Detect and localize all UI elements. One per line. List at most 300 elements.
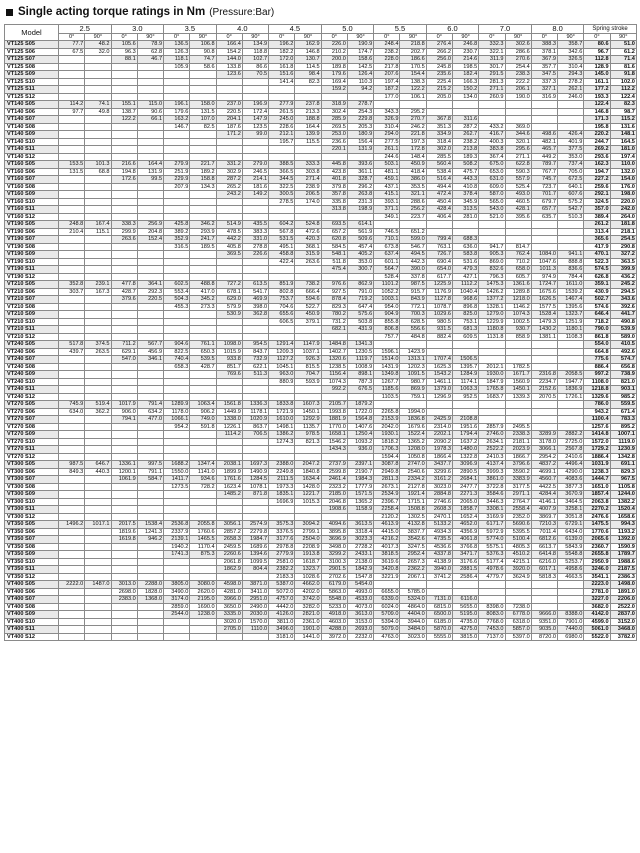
torque-value-cell — [164, 438, 190, 446]
torque-value-cell — [190, 633, 216, 641]
model-cell: VT160 S08 — [5, 183, 59, 191]
torque-value-cell: 2108.8 — [452, 416, 478, 424]
torque-value-cell — [85, 573, 111, 581]
torque-value-cell: 182.4 — [452, 71, 478, 79]
torque-value-cell: 622.8 — [505, 161, 531, 169]
torque-value-cell: 2232.0 — [347, 633, 373, 641]
model-cell: VT210 S09 — [5, 311, 59, 319]
torque-value-cell — [295, 266, 321, 274]
torque-value-cell: 102.7 — [242, 56, 268, 64]
torque-value-cell — [164, 371, 190, 379]
torque-value-cell: 2012.1 — [479, 363, 505, 371]
spring-value-cell: 1244.0 — [610, 491, 636, 499]
torque-value-cell: 2657.3 — [400, 558, 426, 566]
spring-value-cell: 1572.0 — [584, 438, 610, 446]
torque-value-cell — [164, 513, 190, 521]
torque-value-cell: 294.3 — [558, 71, 584, 79]
torque-value-cell: 302.6 — [505, 41, 531, 49]
torque-value-cell: 194.8 — [111, 168, 137, 176]
torque-value-cell: 1066.1 — [164, 416, 190, 424]
spring-value-cell: 399.9 — [610, 266, 636, 274]
torque-value-cell: 4404.0 — [400, 611, 426, 619]
torque-value-cell: 3818.5 — [374, 551, 400, 559]
torque-value-cell — [85, 363, 111, 371]
torque-value-cell: 7210.3 — [531, 521, 557, 529]
torque-value-cell: 1101.2 — [374, 281, 400, 289]
torque-value-cell — [137, 333, 163, 341]
torque-value-cell: 1984.7 — [242, 536, 268, 544]
torque-value-cell — [190, 491, 216, 499]
torque-value-cell — [59, 71, 85, 79]
torque-value-cell: 122.2 — [111, 116, 137, 124]
torque-value-cell — [137, 273, 163, 281]
torque-value-cell: 433.2 — [479, 123, 505, 131]
torque-value-cell: 6024.0 — [374, 603, 400, 611]
torque-value-cell: 189.3 — [452, 153, 478, 161]
torque-value-cell — [164, 633, 190, 641]
torque-value-cell: 331.2 — [216, 161, 242, 169]
torque-value-cell: 1594.4 — [374, 453, 400, 461]
torque-value-cell: 1020.9 — [242, 416, 268, 424]
spring-value-cell: 2655.8 — [584, 551, 610, 559]
spring-value-cell: 194.7 — [584, 168, 610, 176]
torque-value-cell — [242, 266, 268, 274]
torque-value-cell — [85, 483, 111, 491]
torque-value-cell: 927.5 — [321, 288, 347, 296]
torque-value-cell: 5972.9 — [479, 528, 505, 536]
torque-value-cell: 2383.0 — [111, 596, 137, 604]
torque-value-cell: 357.7 — [531, 63, 557, 71]
torque-value-cell: 1546.2 — [321, 438, 347, 446]
torque-value-cell: 236.6 — [321, 138, 347, 146]
model-cell: VT400 S07 — [5, 596, 59, 604]
torque-value-cell: 477.0 — [137, 416, 163, 424]
torque-value-cell: 1828.0 — [137, 588, 163, 596]
torque-value-cell: 367.9 — [531, 56, 557, 64]
torque-value-cell: 207.6 — [374, 71, 400, 79]
torque-value-cell: 655.6 — [269, 311, 295, 319]
torque-value-cell — [111, 311, 137, 319]
spring-value-cell: 145.0 — [584, 71, 610, 79]
table-row — [5, 566, 637, 574]
torque-value-cell: 553.4 — [164, 288, 190, 296]
torque-value-cell: 1336.1 — [111, 461, 137, 469]
torque-value-cell: 5774.0 — [479, 536, 505, 544]
torque-value-cell: 4215.1 — [505, 558, 531, 566]
spring-value-cell: 821.0 — [610, 378, 636, 386]
torque-value-cell — [242, 386, 268, 394]
torque-value-cell: 5133.2 — [426, 521, 452, 529]
table-row — [5, 626, 637, 634]
model-cell: VT140 S09 — [5, 131, 59, 139]
torque-value-cell: 361.1 — [347, 168, 373, 176]
torque-value-cell — [111, 371, 137, 379]
torque-value-cell: 139.9 — [295, 131, 321, 139]
torque-value-cell: 4699.1 — [531, 468, 557, 476]
torque-value-cell: 761.1 — [190, 341, 216, 349]
torque-value-cell: 1508.8 — [400, 506, 426, 514]
torque-value-cell: 978.5 — [295, 431, 321, 439]
torque-value-cell: 70.5 — [242, 71, 268, 79]
torque-value-cell: 316.9 — [531, 93, 557, 101]
table-row — [5, 71, 637, 79]
torque-value-cell: 1119.7 — [347, 356, 373, 364]
torque-value-cell — [505, 116, 531, 124]
torque-value-cell: 2334.2 — [400, 476, 426, 484]
torque-value-cell — [164, 446, 190, 454]
torque-value-cell — [59, 603, 85, 611]
torque-value-cell — [59, 146, 85, 154]
torque-value-cell: 4137.4 — [479, 461, 505, 469]
torque-value-cell: 237.0 — [216, 101, 242, 109]
torque-value-cell: 343.3 — [374, 108, 400, 116]
spring-value-cell: 2063.8 — [584, 498, 610, 506]
torque-value-cell: 1349.8 — [374, 371, 400, 379]
torque-value-cell: 189.8 — [321, 63, 347, 71]
table-row — [5, 108, 637, 116]
torque-value-cell: 226.6 — [242, 251, 268, 259]
torque-value-cell: 172.6 — [111, 176, 137, 184]
pressure-header: 4.5 — [269, 25, 322, 34]
torque-value-cell — [479, 348, 505, 356]
torque-value-cell — [164, 431, 190, 439]
torque-value-cell: 68.8 — [85, 168, 111, 176]
torque-value-cell: 266.2 — [426, 48, 452, 56]
table-row — [5, 221, 637, 229]
torque-value-cell: 3051.8 — [558, 513, 584, 521]
torque-value-cell: 1141.0 — [190, 468, 216, 476]
model-cell: VT300 S08 — [5, 483, 59, 491]
torque-value-cell: 148.4 — [400, 153, 426, 161]
torque-value-cell: 2361.0 — [295, 618, 321, 626]
torque-value-cell: 843.7 — [242, 348, 268, 356]
torque-value-cell: 905.3 — [479, 251, 505, 259]
torque-value-cell — [59, 371, 85, 379]
torque-value-cell: 196.2 — [269, 41, 295, 49]
torque-value-cell — [558, 101, 584, 109]
torque-value-cell: 3811.0 — [269, 618, 295, 626]
table-row — [5, 48, 637, 56]
torque-value-cell — [59, 551, 85, 559]
table-row — [5, 56, 637, 64]
spring-value-cell: 327.2 — [610, 251, 636, 259]
table-row — [5, 453, 637, 461]
table-row — [5, 86, 637, 94]
torque-value-cell: 1377.2 — [479, 296, 505, 304]
torque-value-cell: 1908.6 — [321, 506, 347, 514]
angle-0-header: 0° — [269, 34, 295, 41]
angle-0-header: 0° — [164, 34, 190, 41]
torque-value-cell: 906.0 — [111, 408, 137, 416]
torque-value-cell — [85, 153, 111, 161]
torque-value-cell: 723.7 — [531, 183, 557, 191]
torque-value-cell — [137, 423, 163, 431]
torque-value-cell: 4533.0 — [347, 596, 373, 604]
torque-value-cell: 1050.8 — [400, 453, 426, 461]
torque-value-cell: 344.5 — [269, 176, 295, 184]
torque-value-cell: 5818.3 — [531, 573, 557, 581]
torque-value-cell: 878.4 — [321, 296, 347, 304]
torque-value-cell: 1506.5 — [452, 356, 478, 364]
torque-value-cell — [164, 213, 190, 221]
torque-value-cell: 1011.3 — [531, 266, 557, 274]
torque-value-cell: 212.1 — [269, 131, 295, 139]
torque-value-cell: 1467.4 — [558, 296, 584, 304]
spring-value-cell: 2360.7 — [584, 543, 610, 551]
torque-value-cell — [164, 618, 190, 626]
torque-value-cell — [216, 573, 242, 581]
torque-value-cell: 5079.0 — [374, 626, 400, 634]
torque-value-cell: 4779.7 — [479, 573, 505, 581]
torque-value-cell: 539.5 — [190, 356, 216, 364]
torque-value-cell: 188.8 — [295, 116, 321, 124]
torque-value-cell: 3696.9 — [321, 536, 347, 544]
torque-value-cell: 4284.4 — [531, 491, 557, 499]
spring-value-cell: 2270.2 — [584, 506, 610, 514]
torque-value-cell: 706.5 — [242, 431, 268, 439]
angle-0-header: 0° — [111, 34, 137, 41]
torque-value-cell — [85, 498, 111, 506]
model-cell: VT270 S12 — [5, 453, 59, 461]
torque-value-cell: 614.1 — [347, 221, 373, 229]
spring-value-cell: 1230.9 — [610, 446, 636, 454]
spring-value-cell: 786.0 — [584, 401, 610, 409]
torque-value-cell — [111, 191, 137, 199]
spring-value-cell: 264.0 — [610, 213, 636, 221]
torque-value-cell: 869.9 — [400, 386, 426, 394]
torque-value-cell: 4510.2 — [505, 551, 531, 559]
torque-value-cell: 269.5 — [321, 123, 347, 131]
spring-value-cell: 1414.8 — [584, 431, 610, 439]
model-cell: VT240 S11 — [5, 386, 59, 394]
torque-value-cell — [216, 198, 242, 206]
torque-value-cell: 205.0 — [426, 93, 452, 101]
torque-value-cell: 602.5 — [164, 281, 190, 289]
spring-value-cell: 2206.0 — [610, 596, 636, 604]
torque-value-cell: 746.5 — [374, 228, 400, 236]
model-cell: VT240 S07 — [5, 356, 59, 364]
torque-value-cell: 3869.7 — [531, 513, 557, 521]
torque-value-cell — [558, 341, 584, 349]
torque-value-cell: 3161.2 — [426, 476, 452, 484]
torque-value-cell — [190, 251, 216, 259]
torque-value-cell: 3471.7 — [452, 551, 478, 559]
angle-90-header: 90° — [347, 34, 373, 41]
torque-value-cell: 6179.0 — [321, 581, 347, 589]
torque-value-cell: 759.1 — [400, 393, 426, 401]
torque-value-cell: 9035.0 — [531, 626, 557, 634]
table-body — [5, 41, 637, 641]
torque-value-cell — [269, 513, 295, 521]
torque-value-cell — [269, 326, 295, 334]
torque-value-cell — [190, 558, 216, 566]
torque-value-cell: 3584.6 — [479, 491, 505, 499]
torque-value-cell: 2120.2 — [374, 513, 400, 521]
torque-value-cell — [242, 446, 268, 454]
table-row — [5, 618, 637, 626]
torque-value-cell: 898.1 — [347, 371, 373, 379]
torque-value-cell: 401.9 — [558, 138, 584, 146]
torque-value-cell — [85, 378, 111, 386]
torque-value-cell — [190, 506, 216, 514]
torque-value-cell — [216, 153, 242, 161]
torque-value-cell — [558, 116, 584, 124]
torque-value-cell — [59, 318, 85, 326]
torque-value-cell: 666.4 — [295, 288, 321, 296]
torque-value-cell: 509.6 — [347, 236, 373, 244]
angle-0-header: 0° — [374, 34, 400, 41]
torque-value-cell: 546.7 — [400, 243, 426, 251]
torque-value-cell — [85, 213, 111, 221]
torque-value-cell: 882.4 — [426, 333, 452, 341]
torque-value-cell — [59, 206, 85, 214]
torque-value-cell: 6171.7 — [479, 521, 505, 529]
torque-value-cell: 494.4 — [426, 183, 452, 191]
torque-value-cell: 705.0 — [558, 168, 584, 176]
torque-value-cell: 1146.2 — [505, 303, 531, 311]
torque-value-cell — [426, 348, 452, 356]
pressure-header-row — [5, 25, 637, 34]
torque-value-cell — [531, 416, 557, 424]
torque-value-cell: 99.0 — [242, 131, 268, 139]
torque-value-cell — [242, 258, 268, 266]
torque-value-cell — [59, 251, 85, 259]
torque-value-cell: 2658.3 — [216, 536, 242, 544]
torque-value-cell — [347, 273, 373, 281]
torque-value-cell: 1596.1 — [374, 348, 400, 356]
torque-value-cell: 260.9 — [479, 93, 505, 101]
torque-value-cell: 3437.7 — [426, 461, 452, 469]
spring-value-cell: 220.2 — [584, 131, 610, 139]
spring-value-cell: 3682.0 — [584, 603, 610, 611]
torque-value-cell — [558, 408, 584, 416]
torque-value-cell: 3837.7 — [400, 528, 426, 536]
torque-value-cell: 235.6 — [426, 71, 452, 79]
table-row — [5, 491, 637, 499]
spring-value-cell: 997.2 — [584, 371, 610, 379]
torque-value-cell: 1450.1 — [505, 386, 531, 394]
torque-value-cell: 1289.9 — [164, 401, 190, 409]
torque-value-cell — [85, 528, 111, 536]
torque-value-cell — [85, 318, 111, 326]
table-row — [5, 423, 637, 431]
spring-value-cell: 895.2 — [610, 423, 636, 431]
spring-value-cell: 195.8 — [584, 123, 610, 131]
torque-value-cell: 131.9 — [137, 168, 163, 176]
model-cell: VT350 S06 — [5, 528, 59, 536]
torque-value-cell: 1284.5 — [242, 476, 268, 484]
angle-0-header: 0° — [426, 34, 452, 41]
torque-value-cell — [137, 438, 163, 446]
torque-value-cell: 2764.7 — [505, 498, 531, 506]
torque-value-cell: 1407.6 — [347, 423, 373, 431]
torque-value-cell — [59, 386, 85, 394]
torque-value-cell: 6613.7 — [531, 543, 557, 551]
torque-value-cell: 425.8 — [164, 221, 190, 229]
spring-value-cell: 1886.4 — [584, 453, 610, 461]
torque-value-cell: 1108.3 — [558, 333, 584, 341]
torque-value-cell: 601.1 — [374, 258, 400, 266]
torque-value-cell: 118.1 — [164, 56, 190, 64]
torque-value-cell: 4918.0 — [321, 611, 347, 619]
torque-value-cell — [190, 446, 216, 454]
torque-value-cell: 794.1 — [111, 416, 137, 424]
torque-value-cell — [164, 258, 190, 266]
torque-value-cell: 2746.0 — [479, 431, 505, 439]
torque-value-cell: 126.3 — [164, 48, 190, 56]
torque-value-cell: 238.2 — [452, 138, 478, 146]
torque-value-cell: 5555.0 — [426, 633, 452, 641]
table-row — [5, 251, 637, 259]
torque-value-cell: 263.8 — [347, 191, 373, 199]
angle-0-header: 0° — [59, 34, 85, 41]
torque-value-cell: 2181.1 — [505, 438, 531, 446]
spring-value-cell: 4142.0 — [584, 611, 610, 619]
torque-value-cell: 74.7 — [190, 56, 216, 64]
torque-value-cell: 1658.1 — [321, 431, 347, 439]
angle-90-header: 90° — [400, 34, 426, 41]
torque-value-cell: 504.3 — [164, 296, 190, 304]
torque-value-cell: 1176.9 — [426, 288, 452, 296]
torque-value-cell — [137, 386, 163, 394]
torque-value-cell: 1543.2 — [426, 371, 452, 379]
spring-value-cell: 146.8 — [584, 108, 610, 116]
model-cell: VT160 S11 — [5, 206, 59, 214]
torque-value-cell: 5177.4 — [479, 558, 505, 566]
torque-value-cell: 767.7 — [531, 168, 557, 176]
torque-value-cell: 4216.2 — [374, 536, 400, 544]
torque-value-cell: 2222.0 — [59, 581, 85, 589]
torque-value-cell: 1634.4 — [295, 476, 321, 484]
torque-value-cell: 503.8 — [347, 318, 373, 326]
torque-value-cell: 1836.8 — [400, 416, 426, 424]
torque-value-cell: 604.2 — [269, 221, 295, 229]
torque-value-cell: 915.7 — [400, 288, 426, 296]
torque-value-cell — [137, 206, 163, 214]
torque-value-cell: 393.1 — [374, 198, 400, 206]
torque-value-cell: 1487.0 — [85, 581, 111, 589]
torque-value-cell: 301.7 — [479, 63, 505, 71]
torque-value-cell: 1862.9 — [216, 566, 242, 574]
torque-value-cell: 170.5 — [400, 63, 426, 71]
model-cell: VT190 S05 — [5, 221, 59, 229]
torque-value-cell — [452, 228, 478, 236]
torque-value-cell: 2901.5 — [321, 566, 347, 574]
torque-value-cell: 1818.2 — [374, 438, 400, 446]
torque-value-cell: 1103.5 — [374, 393, 400, 401]
torque-value-cell: 1209.3 — [269, 348, 295, 356]
torque-value-cell — [111, 498, 137, 506]
model-cell: VT125 S05 — [5, 41, 59, 49]
torque-value-cell — [295, 146, 321, 154]
torque-value-cell: 4356.9 — [452, 528, 478, 536]
torque-value-cell: 4288.0 — [321, 626, 347, 634]
model-cell: VT400 S12 — [5, 633, 59, 641]
torque-value-cell: 4138.9 — [426, 558, 452, 566]
torque-value-cell: 1002.5 — [505, 318, 531, 326]
torque-value-cell: 154.4 — [400, 71, 426, 79]
torque-value-cell: 2265.8 — [374, 408, 400, 416]
torque-value-cell: 456.9 — [137, 348, 163, 356]
spring-value-cell: 664.8 — [584, 348, 610, 356]
torque-value-cell: 214.6 — [452, 56, 478, 64]
table-row — [5, 506, 637, 514]
model-cell: VT160 S09 — [5, 191, 59, 199]
torque-value-cell — [269, 86, 295, 94]
torque-value-cell: 1063.3 — [452, 386, 478, 394]
torque-value-cell: 131.5 — [190, 108, 216, 116]
torque-value-cell: 3999.3 — [479, 468, 505, 476]
